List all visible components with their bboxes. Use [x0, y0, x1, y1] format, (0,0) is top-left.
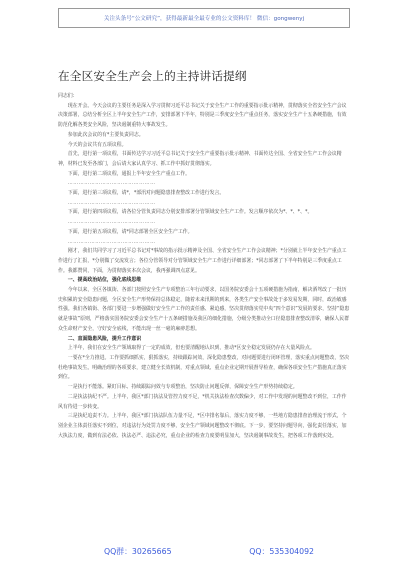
dotted-separator: ………………………………………… — [67, 238, 156, 245]
paragraph-agenda-5: 下面，进行第五项议程，请*同志部署全区安全生产工作。 — [67, 228, 193, 235]
paragraph-section-2-b: 一是执行不能落。紧盯目标、持续跟踪问效与专项整治，坚决防止问题反弹，保障安全生产形势持续稳定。 — [67, 384, 298, 391]
paragraph-attendees: 参加此次会议的有*主要负责同志。 — [67, 131, 144, 138]
paragraph-agenda-count: 今天的会议共有五项议程。 — [67, 141, 127, 148]
paragraph-agenda-4: 下面，进行第四项议程，请各位分管负责同志分别安排部署分管领域安全生产工作。发言顺序依次为*、*、*、*。 — [67, 209, 313, 216]
paragraph-section-2-d: 三是执纪追责不力。上半年，我区*部门执法队伍力量不足，*区中排名靠后，落实力度不够，一些地方隐患排查治理流于形式，个别企业主体责任落实不到位，对违法行为处罚力度不够，安全生产领域问题整改不彻底。下一步，要坚持问题导向，强化责任落实，加大执法力度，做到有法必依、执法必严、违法必究，重点企业的检查力度要明显加大，坚决遏制事故发生，把各项工作落到实处。 — [58, 413, 347, 439]
qq-group-number: QQ群：30265665 — [104, 547, 172, 556]
promo-banner: 关注头条号“公文研究”，获得最新最全最专业的公文资料库！ 微信：gongwenyj — [58, 8, 350, 28]
contact-footer — [104, 546, 314, 557]
section-heading-1: 一、提高政治站位，强化底线思维 — [67, 277, 142, 284]
paragraph-agenda-1: 首先，进行第一项议程，书面传达学习习近平总书记关于安全生产重要指示批示精神、书面传达全国、全省安全生产工作会议精神，材料已发至各部门，会后请大家认真学习、抓工作中抓好贯彻落实。 — [58, 151, 342, 167]
paragraph-section-2-lead: 上半年，我们在安全生产领域取得了一定的成效，但也要清醒地认识到，推动*区安全稳定发展仍存在大量风险点。 — [67, 345, 315, 352]
paragraph-summary: 刚才，我们共同学习了习近平总书记对*事故的指示批示精神及全国、全省安全生产工作会议精神；*分别就上半年安全生产重点工作进行了汇报，*分别做了交流发言；各位分管领导对分管领域安全生产工作进行详细部署；*同志部署了下半年特别是三季度重点工作。我都赞同，下面，为贯彻落实本次会议，我再强调四点意见。 — [58, 248, 347, 274]
qq-number: QQ：535304092 — [249, 547, 314, 556]
paragraph-section-2-a: 一要在*全力推进。工作要抓细抓实，狠抓落实，持续跟踪问效，深化隐患整改，对问题要进行闭环管理，落实重点问题整改，坚决杜绝事故发生。明确治理的各项要求，建立健全长效机制，对重点领域、重点企业定期开展督导检查，确保各项安全生产措施真正落实到位。 — [58, 354, 350, 381]
document-body — [58, 92, 350, 441]
paragraph-section-1: 今年以来，全区各镇街、各部门按照安全生产专项整治三年行动要求，以国务院安委会十五项硬措施为指南，解决酒驾改了一批历史积累的安全隐患问题，全区安全生产形势保持总体稳定，随着未来汛期的到来，各类生产安全事故处于多发易发期，同时，政治敏感性强。我们各镇街、各部门要进一步增强做好安全生产工作的责任感、紧迫感，坚决贯彻落实党中央“四个意识”发展的要求，坚持“隐患就是事故”原则，严格落实国务院安委会安全生产十五条硬措施及我区的细化措施，分级分类推动全口径隐患排查整改清零，确保人民群众生命财产安全，守好安全底线，不能出现一丝一毫的麻痹思想。 — [58, 287, 350, 332]
paragraph-agenda-3: 下面，进行第三项议程，请*，*部汛对问题隐患排查整改工作进行发言。 — [67, 190, 225, 197]
section-heading-2: 二、直面隐患风险，提升工作意识 — [67, 335, 142, 342]
paragraph-intro: 现在开会。今天会议的主要任务是深入学习贯彻习近平总书记关于安全生产工作的重要指示批示精神，贯彻落实全省安全生产会议决策部署，总结分析全区上半年安全生产工作，安排部署下半年，特别是三季度安全生产重点任务，落实安全生产十五条硬措施，有效防范化解各类安全风险，坚决遏制重特大事故发生。 — [58, 102, 347, 129]
salutation: 同志们： — [58, 93, 78, 99]
dotted-separator: ………………………………………… — [67, 180, 156, 187]
dotted-separator: ………………………………………… — [67, 219, 156, 226]
page-title: 在全区安全生产会上的主持讲话提纲 — [58, 69, 247, 83]
dotted-separator: ………………………………………… — [67, 199, 156, 206]
paragraph-section-2-c: 二是执法执纪不严。上半年，我区*部门执法及管控力度不足，*机关执法检查次数偏少，对工作中发现的问题整改不到位，工作作风有待进一步转变。 — [58, 393, 347, 410]
paragraph-agenda-2: 下面，进行第二项议程，通报上半年安全生产重点工作。 — [67, 170, 191, 177]
